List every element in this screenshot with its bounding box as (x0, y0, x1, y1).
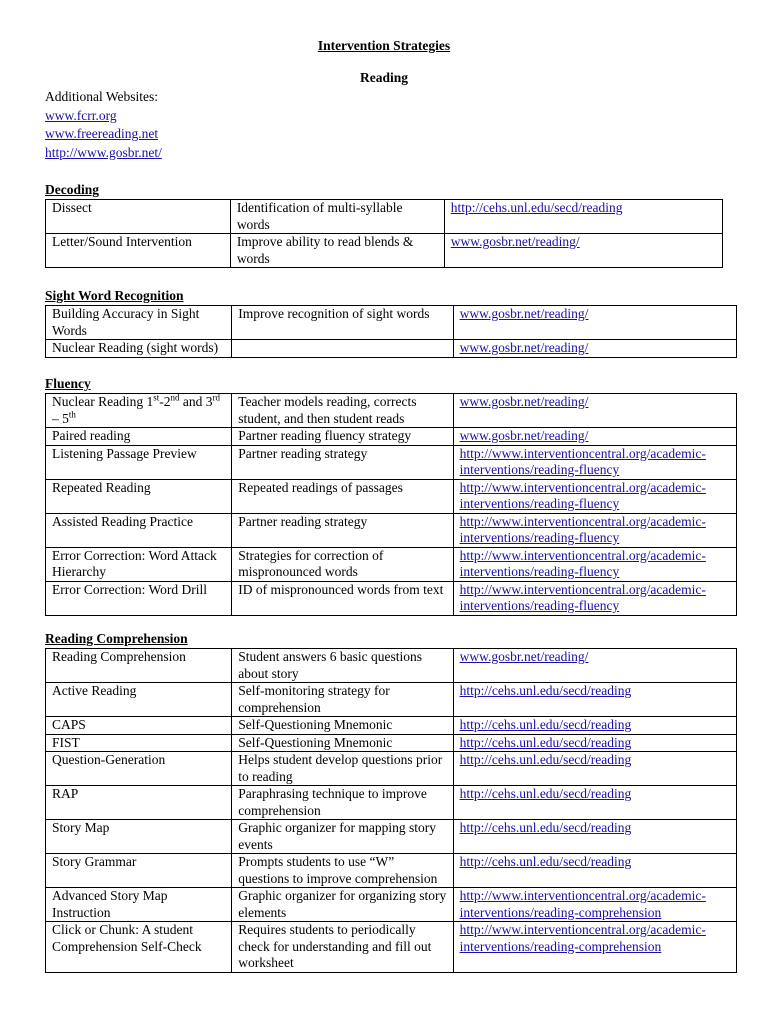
table-row (46, 683, 737, 717)
strategy-name: Nuclear Reading 1st-2nd and 3rd – 5th (46, 394, 232, 428)
table-row (46, 479, 737, 513)
strategy-description: Strategies for correction of mispronounced words (232, 547, 453, 581)
strategy-link[interactable]: http://cehs.unl.edu/secd/reading (459, 752, 632, 767)
website-link-freereading[interactable]: www.freereading.net (45, 126, 159, 141)
section-heading: Sight Word Recognition (45, 288, 184, 303)
strategy-name: Error Correction: Word Drill (46, 581, 232, 615)
table-row (46, 394, 737, 428)
strategy-description: Repeated readings of passages (232, 479, 453, 513)
table-row (46, 752, 737, 786)
strategy-link[interactable]: www.gosbr.net/reading/ (459, 394, 589, 409)
strategy-link[interactable]: http://cehs.unl.edu/secd/reading (459, 717, 632, 732)
reading-comprehension-table (45, 648, 737, 973)
strategy-name: Repeated Reading (46, 479, 232, 513)
strategy-name: Story Grammar (46, 854, 232, 888)
strategy-link[interactable]: www.gosbr.net/reading/ (459, 428, 589, 443)
strategy-description: Identification of multi-syllable words (230, 200, 444, 234)
strategy-name: FIST (46, 734, 232, 752)
table-row (46, 820, 737, 854)
table-row (46, 717, 737, 735)
strategy-link[interactable]: http://www.interventioncentral.org/academic-interventions/reading-fluency (459, 479, 706, 511)
strategy-name: Letter/Sound Intervention (46, 234, 231, 268)
section-heading: Fluency (45, 376, 91, 391)
strategy-link[interactable]: www.gosbr.net/reading/ (450, 234, 580, 249)
strategy-description: Partner reading strategy (232, 445, 453, 479)
strategy-name: RAP (46, 786, 232, 820)
strategy-description: Paraphrasing technique to improve comprehension (232, 786, 453, 820)
decoding-table (45, 199, 723, 268)
strategy-link[interactable]: http://www.interventioncentral.org/academic-interventions/reading-fluency (459, 513, 706, 545)
strategy-description: Improve ability to read blends & words (230, 234, 444, 268)
table-row (46, 428, 737, 446)
section-fluency (45, 376, 737, 616)
table-row (46, 513, 737, 547)
strategy-description: Helps student develop questions prior to reading (232, 752, 453, 786)
strategy-link[interactable]: http://www.interventioncentral.org/academic-interventions/reading-comprehension (459, 922, 706, 954)
strategy-description: Graphic organizer for mapping story events (232, 820, 453, 854)
table-row (46, 649, 737, 683)
section-decoding (45, 182, 723, 268)
table-row (46, 854, 737, 888)
strategy-description: Teacher models reading, corrects student, and then student reads (232, 394, 453, 428)
strategy-description: ID of mispronounced words from text (232, 581, 453, 615)
strategy-name: Paired reading (46, 428, 232, 446)
strategy-name: Assisted Reading Practice (46, 513, 232, 547)
strategy-description (232, 340, 453, 358)
strategy-link[interactable]: www.gosbr.net/reading/ (459, 649, 589, 664)
section-heading: Reading Comprehension (45, 631, 188, 646)
table-row (46, 306, 737, 340)
strategy-link[interactable]: http://www.interventioncentral.org/academic-interventions/reading-fluency (459, 547, 706, 579)
strategy-link[interactable]: http://cehs.unl.edu/secd/reading (459, 854, 632, 869)
strategy-link[interactable]: www.gosbr.net/reading/ (459, 340, 589, 355)
strategy-description: Graphic organizer for organizing story elements (232, 888, 453, 922)
strategy-link[interactable]: http://www.interventioncentral.org/academic-interventions/reading-fluency (459, 445, 706, 477)
strategy-description: Partner reading strategy (232, 513, 453, 547)
strategy-name: Building Accuracy in Sight Words (46, 306, 232, 340)
table-row (46, 445, 737, 479)
page-subtitle: Reading (359, 70, 408, 85)
website-link-fcrr[interactable]: www.fcrr.org (45, 107, 117, 123)
strategy-name: Advanced Story Map Instruction (46, 888, 232, 922)
strategy-name: Error Correction: Word Attack Hierarchy (46, 547, 232, 581)
table-row (46, 888, 737, 922)
strategy-link[interactable]: http://www.interventioncentral.org/academic-interventions/reading-comprehension (459, 888, 706, 920)
strategy-link[interactable]: http://cehs.unl.edu/secd/reading (459, 786, 632, 801)
section-reading-comprehension (45, 631, 737, 973)
strategy-link[interactable]: http://cehs.unl.edu/secd/reading (450, 200, 623, 215)
strategy-description: Partner reading fluency strategy (232, 428, 453, 446)
strategy-name: Listening Passage Preview (46, 445, 232, 479)
website-link-gosbr[interactable]: http://www.gosbr.net/ (45, 144, 162, 160)
table-row (46, 547, 737, 581)
strategy-name: Question-Generation (46, 752, 232, 786)
strategy-description: Self-Questioning Mnemonic (232, 734, 453, 752)
strategy-link[interactable]: www.gosbr.net/reading/ (459, 306, 589, 321)
strategy-name: Reading Comprehension (46, 649, 232, 683)
strategy-link[interactable]: http://www.interventioncentral.org/academic-interventions/reading-fluency (459, 581, 706, 613)
strategy-link[interactable]: http://cehs.unl.edu/secd/reading (459, 734, 632, 750)
strategy-description: Improve recognition of sight words (232, 306, 453, 340)
strategy-link[interactable]: http://cehs.unl.edu/secd/reading (459, 683, 632, 698)
strategy-description: Self-Questioning Mnemonic (232, 717, 453, 735)
strategy-link[interactable]: http://cehs.unl.edu/secd/reading (459, 820, 632, 835)
strategy-description: Prompts students to use “W” questions to improve comprehension (232, 854, 453, 888)
strategy-description: Requires students to periodically check for understanding and fill out worksheet (232, 922, 453, 973)
table-row (46, 734, 737, 752)
strategy-name: Active Reading (46, 683, 232, 717)
strategy-name: CAPS (46, 717, 232, 735)
strategy-name: Click or Chunk: A student Comprehension Self-Check (46, 922, 232, 973)
table-row (46, 922, 737, 973)
strategy-name: Nuclear Reading (sight words) (46, 340, 232, 358)
table-row (46, 200, 723, 234)
strategy-description: Self-monitoring strategy for comprehension (232, 683, 453, 717)
section-sight-word-recognition (45, 288, 737, 358)
strategy-name: Dissect (46, 200, 231, 234)
strategy-description: Student answers 6 basic questions about story (232, 649, 453, 683)
fluency-table (45, 393, 737, 616)
section-heading: Decoding (45, 182, 99, 197)
strategy-name: Story Map (46, 820, 232, 854)
table-row (46, 786, 737, 820)
table-row (46, 234, 723, 268)
additional-websites (45, 88, 162, 162)
table-row (46, 581, 737, 615)
websites-label: Additional Websites: (45, 89, 159, 104)
sight-word-table (45, 305, 737, 358)
table-row (46, 340, 737, 358)
page-title: Intervention Strategies (317, 38, 451, 53)
